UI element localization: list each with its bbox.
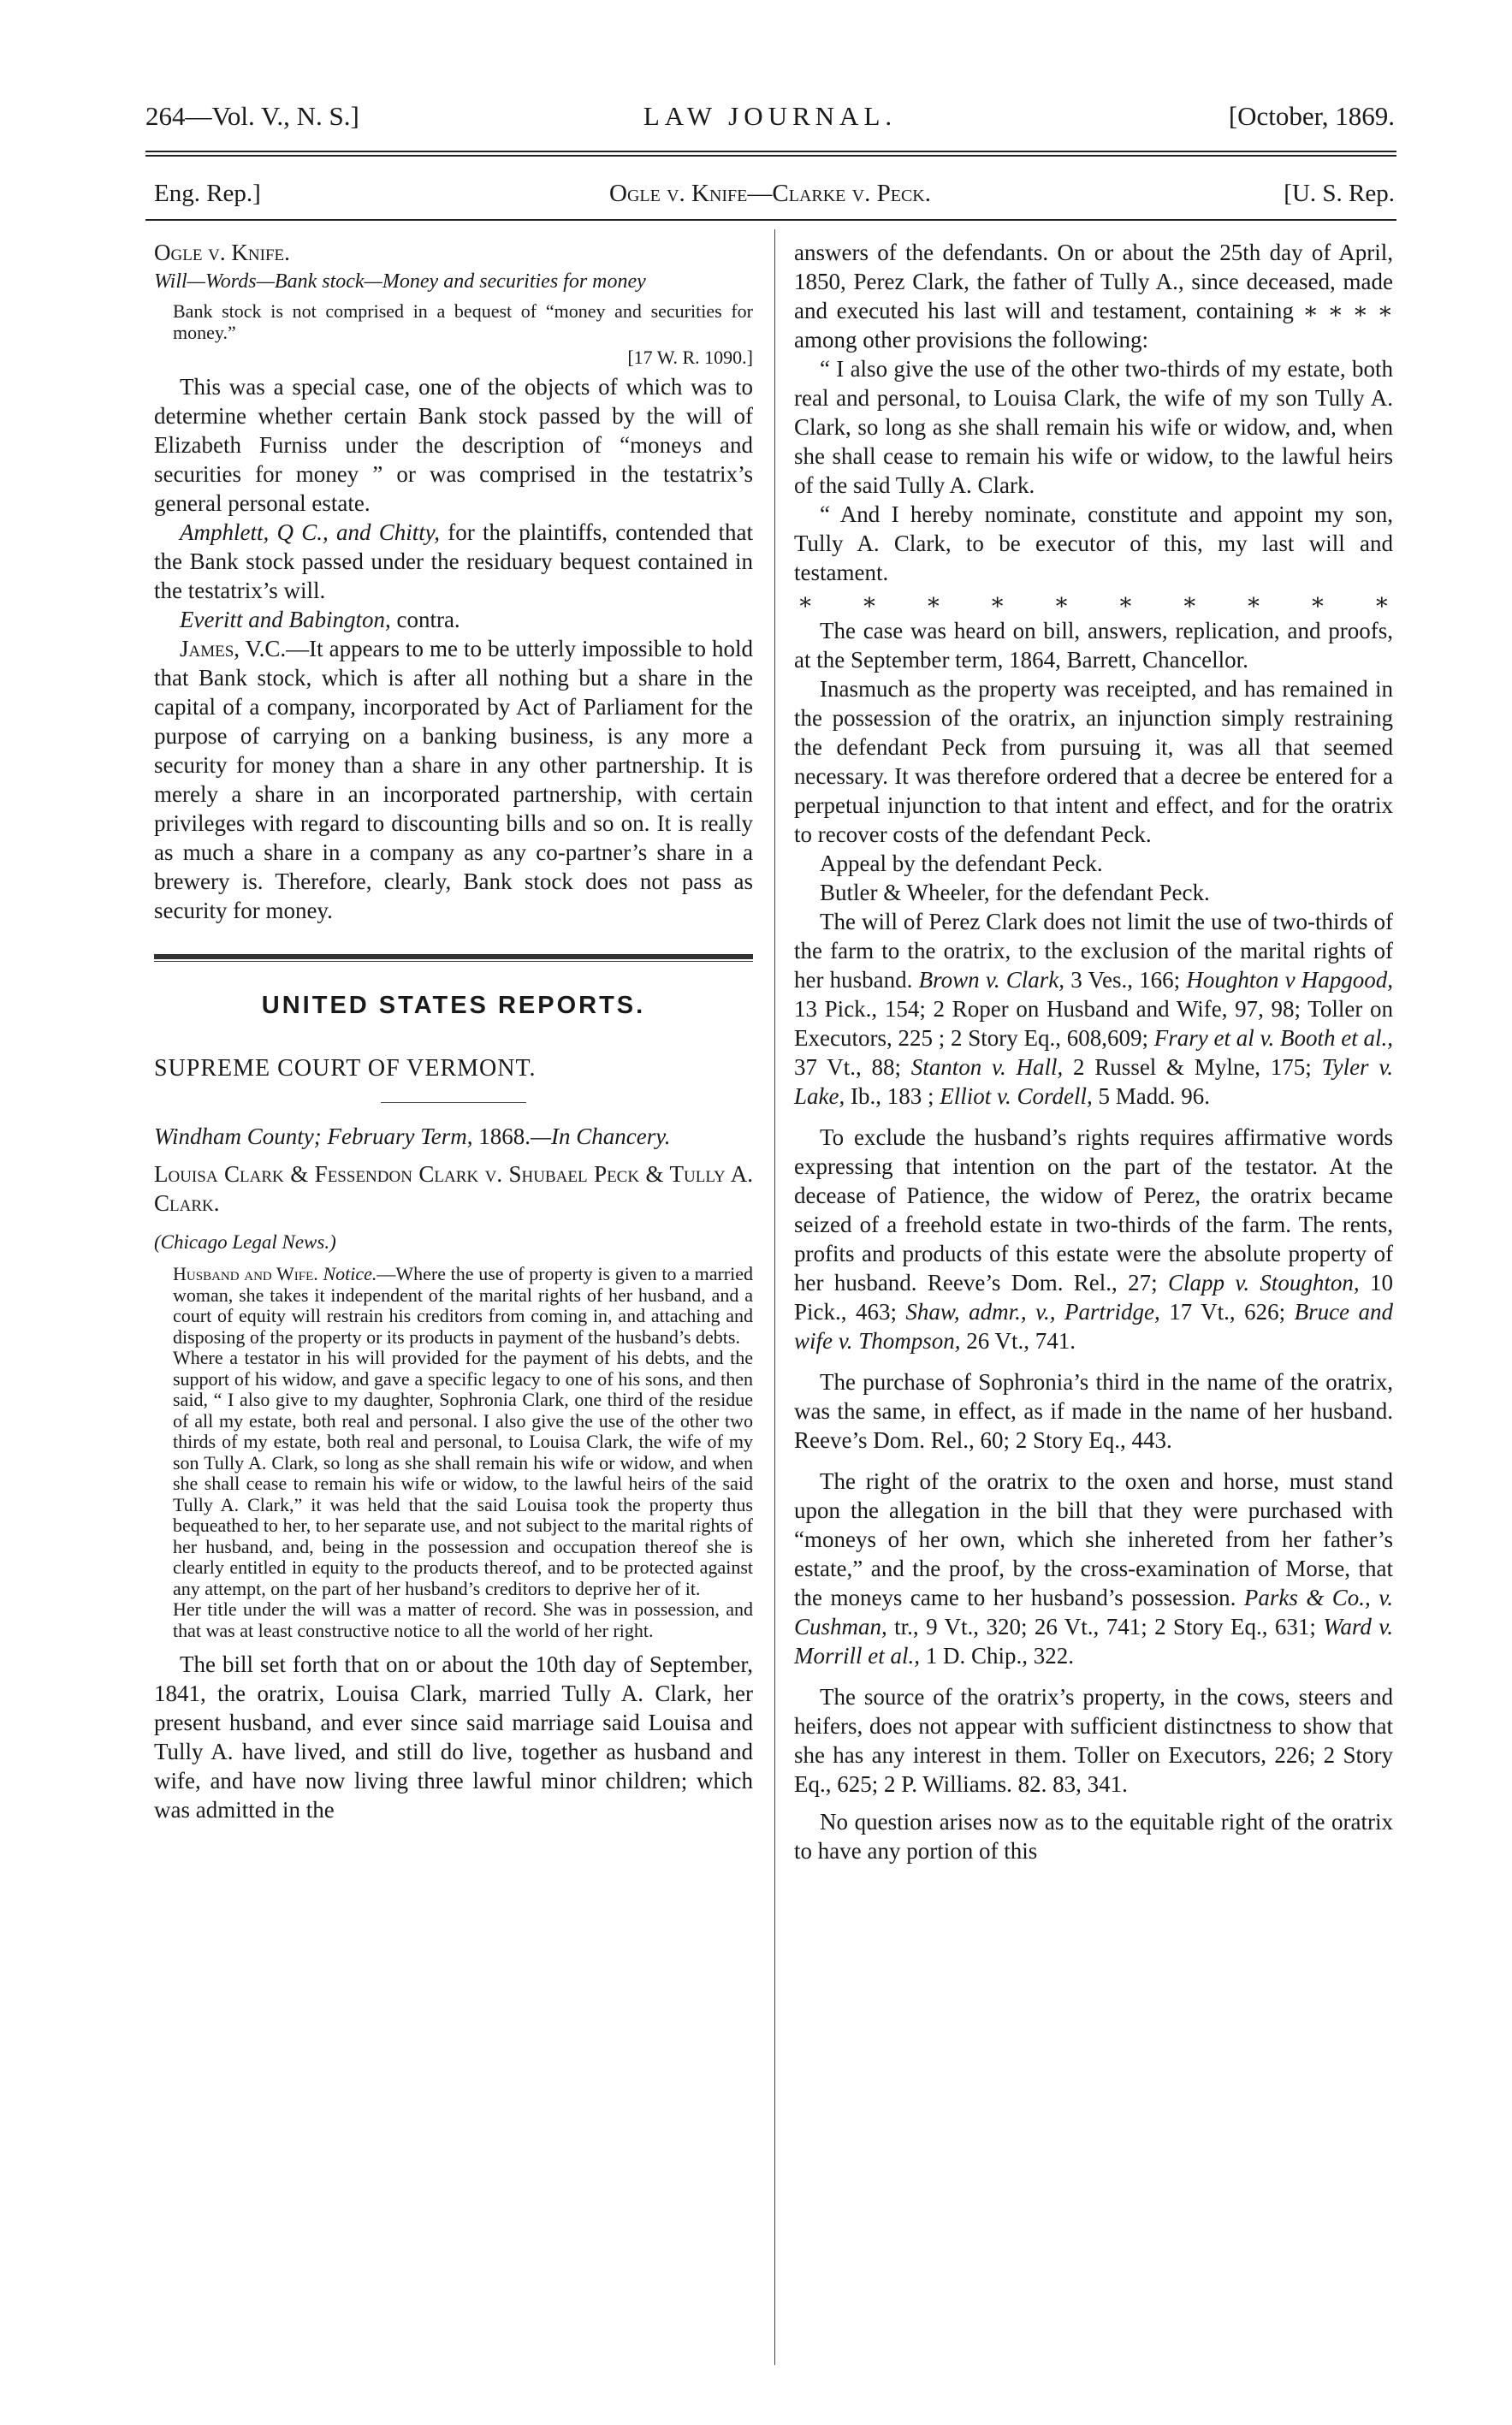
term-county: Windham County; February Term, — [154, 1124, 473, 1149]
text-run: 5 Madd. 96. — [1092, 1083, 1210, 1109]
star: ∗ — [798, 589, 814, 614]
text-run: 17 Vt., 626; — [1159, 1299, 1286, 1325]
term-year: 1868. — [472, 1124, 531, 1149]
facts-paragraph: This was a special case, one of the objects of which was to determine whether certain Bank stock passed by the will of Elizabeth Furniss under the description of “moneys and securities for money ” or was comprised in the testatrix’s general personal estate. — [154, 374, 753, 516]
running-header — [145, 101, 1395, 135]
case-cite: Tyler v. Lake, — [794, 1054, 1394, 1109]
right-column — [794, 238, 1393, 1865]
star: ∗ — [1118, 589, 1134, 614]
husband-rights-paragraph — [794, 1123, 1393, 1355]
text-run: The right of the oratrix to the oxen and horse, must stand upon the allegation in the bill that they were purchased with “moneys of her own, which she inhereted from her father’s estate,” and the proof, by the cross-examination of Morse, that the moneys came to her husband’s possession. — [794, 1468, 1393, 1610]
term-line — [154, 1122, 753, 1151]
text-run: 2 Russel & Mylne, 175; — [1063, 1054, 1312, 1080]
livestock-paragraph: The source of the oratrix’s property, in the cows, steers and heifers, does not appear with sufficient distinctness to show that she has any interest in them. Toller on Executors, 226; 2 Story Eq., 625; 2 P. Williams. 82. 83, 341. — [794, 1684, 1393, 1797]
headnote-3: Her title under the will was a matter of record. She was in possession, and that was at least constructive notice to all the world of her right. — [173, 1598, 753, 1641]
case-title: Ogle v. Knife. — [154, 240, 290, 265]
text-run: 26 Vt., 741. — [960, 1328, 1076, 1354]
judge-name: James, V.C. — [180, 636, 287, 661]
case-cite: Ward v. Morrill et al., — [794, 1614, 1393, 1669]
header-date: [October, 1869. — [1228, 101, 1395, 131]
sub-header — [145, 180, 1395, 214]
defendant-counsel-paragraph — [154, 605, 753, 634]
case-parties: Louisa Clark & Fessendon Clark v. Shubael Peck & Tully A. Clark. — [154, 1161, 753, 1216]
headnote-1 — [154, 1264, 753, 1348]
headnote-1-text: —Where the use of property is given to a married woman, she takes it independent of the marital rights of her husband, and a court of equity will restrain his creditors from coming in, and attaching and disposing of the property or its products in payment of the husband’s debts. — [173, 1263, 753, 1348]
text-run: To exclude the husband’s rights requires affirmative words expressing that intention on the part of the testator. At the decease of Patience, the widow of Perez, the oratrix became seized of a freehold estate in two-thirds of the farm. The rents, profits and products of this estate were the absolute property of her husband. Reeve’s Dom. Rel., 27; — [794, 1124, 1393, 1296]
star: ∗ — [925, 589, 942, 614]
case-cite: Houghton v Hapgood, — [1186, 967, 1393, 993]
column-divider — [774, 229, 775, 2365]
headnote-1-notice: Notice. — [317, 1263, 377, 1284]
text-run: 10 Pick., 463; — [794, 1270, 1394, 1325]
equitable-right-paragraph: No question arises now as to the equitable right of the oratrix to have any portion of this — [794, 1809, 1393, 1864]
text-run: 37 Vt., 88; — [794, 1054, 902, 1080]
header-volume: 264—Vol. V., N. S.] — [145, 101, 359, 131]
judgment-text: —It appears to me to be utterly impossible to hold that Bank stock, which is after all nothing but a share in the capital of a company, incorporated by Act of Parliament for the purpose of carrying on a banking business, is any more a security for money than a share in any other partnership. It is merely a share in an incorporated partnership, with certain privileges with regard to discounting bills and so on. It is really as much a share in a company as any co-partner’s share in a brewery is. Therefore, clearly, Bank stock does not pass as security for money. — [154, 636, 753, 923]
headnote: Bank stock is not comprised in a bequest of “money and securities for money.” — [173, 300, 753, 343]
case-cite: Frary et al v. Booth et al., — [1153, 1025, 1394, 1051]
defendant-counsel: Everitt and Babington, — [180, 607, 391, 632]
appeal-paragraph: Appeal by the defendant Peck. — [820, 851, 1103, 876]
hearing-paragraph: The case was heard on bill, answers, replication, and proofs, at the September term, 1864, Barrett, Chancellor. — [794, 618, 1393, 673]
case-cite: Bruce and wife v. Thompson, — [794, 1299, 1393, 1354]
star: ∗ — [1309, 589, 1326, 614]
header-rule-bottom — [145, 155, 1396, 157]
star: ∗ — [861, 589, 878, 614]
ellipsis-stars — [794, 587, 1393, 616]
star: ∗ — [989, 589, 1005, 614]
will-quote-use: “ I also give the use of the other two-thirds of my estate, both real and personal, to Louisa Clark, the wife of my son Tully A. Clark, so long as she shall remain his wife or widow, and, when she shall cease to remain his wife or widow, to the lawful heirs of the said Tully A. Clark. — [794, 356, 1393, 498]
plaintiff-argument: for the plaintiffs, contended that the Bank stock passed under the residuary bequest contained in the testatrix’s will. — [154, 519, 753, 603]
plaintiff-counsel: Amphlett, Q C., and Chitty, — [180, 519, 441, 545]
headnote-1-lead: Husband and Wife. — [173, 1263, 318, 1284]
case-keywords: Will—Words—Bank stock—Money and securities for money — [154, 270, 646, 293]
subheader-right: [U. S. Rep. — [1284, 180, 1395, 207]
case-cite: Elliot v. Cordell, — [940, 1083, 1093, 1109]
text-run: The will of Perez Clark does not limit the use of two-thirds of the farm to the oratrix, to the exclusion of the marital rights of her husband. — [794, 909, 1393, 993]
subheader-case-names: Ogle v. Knife—Clarke v. Peck. — [609, 180, 931, 207]
text-run: tr., 9 Vt., 320; 26 Vt., 741; 2 Story Eq., 631; — [886, 1614, 1316, 1639]
counsel-paragraph: Butler & Wheeler, for the defendant Peck. — [820, 880, 1210, 905]
star: ∗ — [1245, 589, 1262, 614]
decree-paragraph: Inasmuch as the property was receipted, and has remained in the possession of the oratrix, an injunction simply restraining the defendant Peck from pursuing it, was all that seemed necessary. It was therefore ordered that a decree be entered for a perpetual injunction to that intent and effect, and for the oratrix to recover costs of the defendant Peck. — [794, 676, 1393, 847]
left-column — [154, 238, 753, 1824]
judgment-paragraph — [154, 634, 753, 925]
text-run: 1 D. Chip., 322. — [920, 1643, 1075, 1669]
court-rule — [381, 1102, 526, 1103]
court-heading: SUPREME COURT OF VERMONT. — [154, 1055, 537, 1082]
bill-paragraph: The bill set forth that on or about the 10th day of September, 1841, the oratrix, Louisa Clark, married Tully A. Clark, her present husband, and ever since said marriage said Louisa and Tully A. have lived, and still do live, together as husband and wife, and have now living three lawful minor children; which was admitted in the — [154, 1651, 753, 1823]
case-cite: Clapp v. Stoughton, — [1167, 1270, 1360, 1296]
section-rule-heavy — [154, 954, 753, 959]
star: ∗ — [1373, 589, 1390, 614]
text-run: 13 Pick., 154; 2 Roper on Husband and Wife, 97, 98; Toller on Executors, 225 ; 2 Story Eq., 608,609; — [794, 996, 1393, 1051]
plaintiff-counsel-paragraph — [154, 518, 753, 605]
star: ∗ — [1053, 589, 1070, 614]
case-source: (Chicago Legal News.) — [154, 1231, 336, 1253]
will-limit-paragraph — [794, 907, 1393, 1111]
section-rule-thin — [154, 961, 753, 962]
answers-paragraph: answers of the defendants. On or about the 25th day of April, 1850, Perez Clark, the father of Tully A., since deceased, made and executed his last will and testament, containing ∗ ∗ ∗ ∗ among other provisions the following: — [794, 240, 1393, 353]
will-quote-executor: “ And I hereby nominate, constitute and appoint my son, Tully A. Clark, to be executor of this, my last will and testament. — [794, 501, 1393, 585]
term-chancery: —In Chancery. — [531, 1124, 671, 1149]
purchase-paragraph: The purchase of Sophronia’s third in the name of the oratrix, was the same, in effect, as if made in the name of her husband. Reeve’s Dom. Rel., 60; 2 Story Eq., 443. — [794, 1369, 1393, 1453]
case-cite: Shaw, admr., v., Partridge, — [905, 1299, 1160, 1325]
header-rule-top — [145, 151, 1396, 152]
header-journal-title: LAW JOURNAL. — [643, 101, 898, 131]
star: ∗ — [1182, 589, 1198, 614]
oxen-horse-paragraph — [794, 1467, 1393, 1670]
headnote-2: Where a testator in his will provided for the payment of his debts, and the support of his widow, and gave a specific legacy to one of his sons, and then said, “ I also give to my daughter, Sophronia Clark, one third of the residue of all my estate, both real and personal. I also give the use of the other two thirds of my estate, both real and personal, to Louisa Clark, the wife of my son Tully A. Clark, so long as she shall remain his wife or widow, and when she shall cease to remain his wife or widow, to the lawful heirs of the said Tully A. Clark,” it was held that the said Louisa took the property thus bequeathed to her, to her separate use, and not subject to the marital rights of her husband, and, being in the possession and occupation thereof she is clearly entitled in equity to the products thereof, and to be protected against any attempt, on the part of her husband’s creditors to deprive her of it. — [173, 1347, 753, 1599]
subheader-rule — [145, 219, 1396, 221]
case-cite: Stanton v. Hall, — [910, 1054, 1064, 1080]
section-heading: UNITED STATES REPORTS. — [261, 992, 646, 1019]
text-run: 3 Ves., 166; — [1064, 967, 1181, 993]
subheader-left: Eng. Rep.] — [154, 180, 261, 207]
contra-label: contra. — [390, 607, 460, 632]
case-cite: Parks & Co., v. Cushman, — [794, 1585, 1393, 1639]
text-run: Ib., 183 ; — [845, 1083, 934, 1109]
report-citation: [17 W. R. 1090.] — [627, 347, 753, 368]
case-cite: Brown v. Clark, — [918, 967, 1065, 993]
